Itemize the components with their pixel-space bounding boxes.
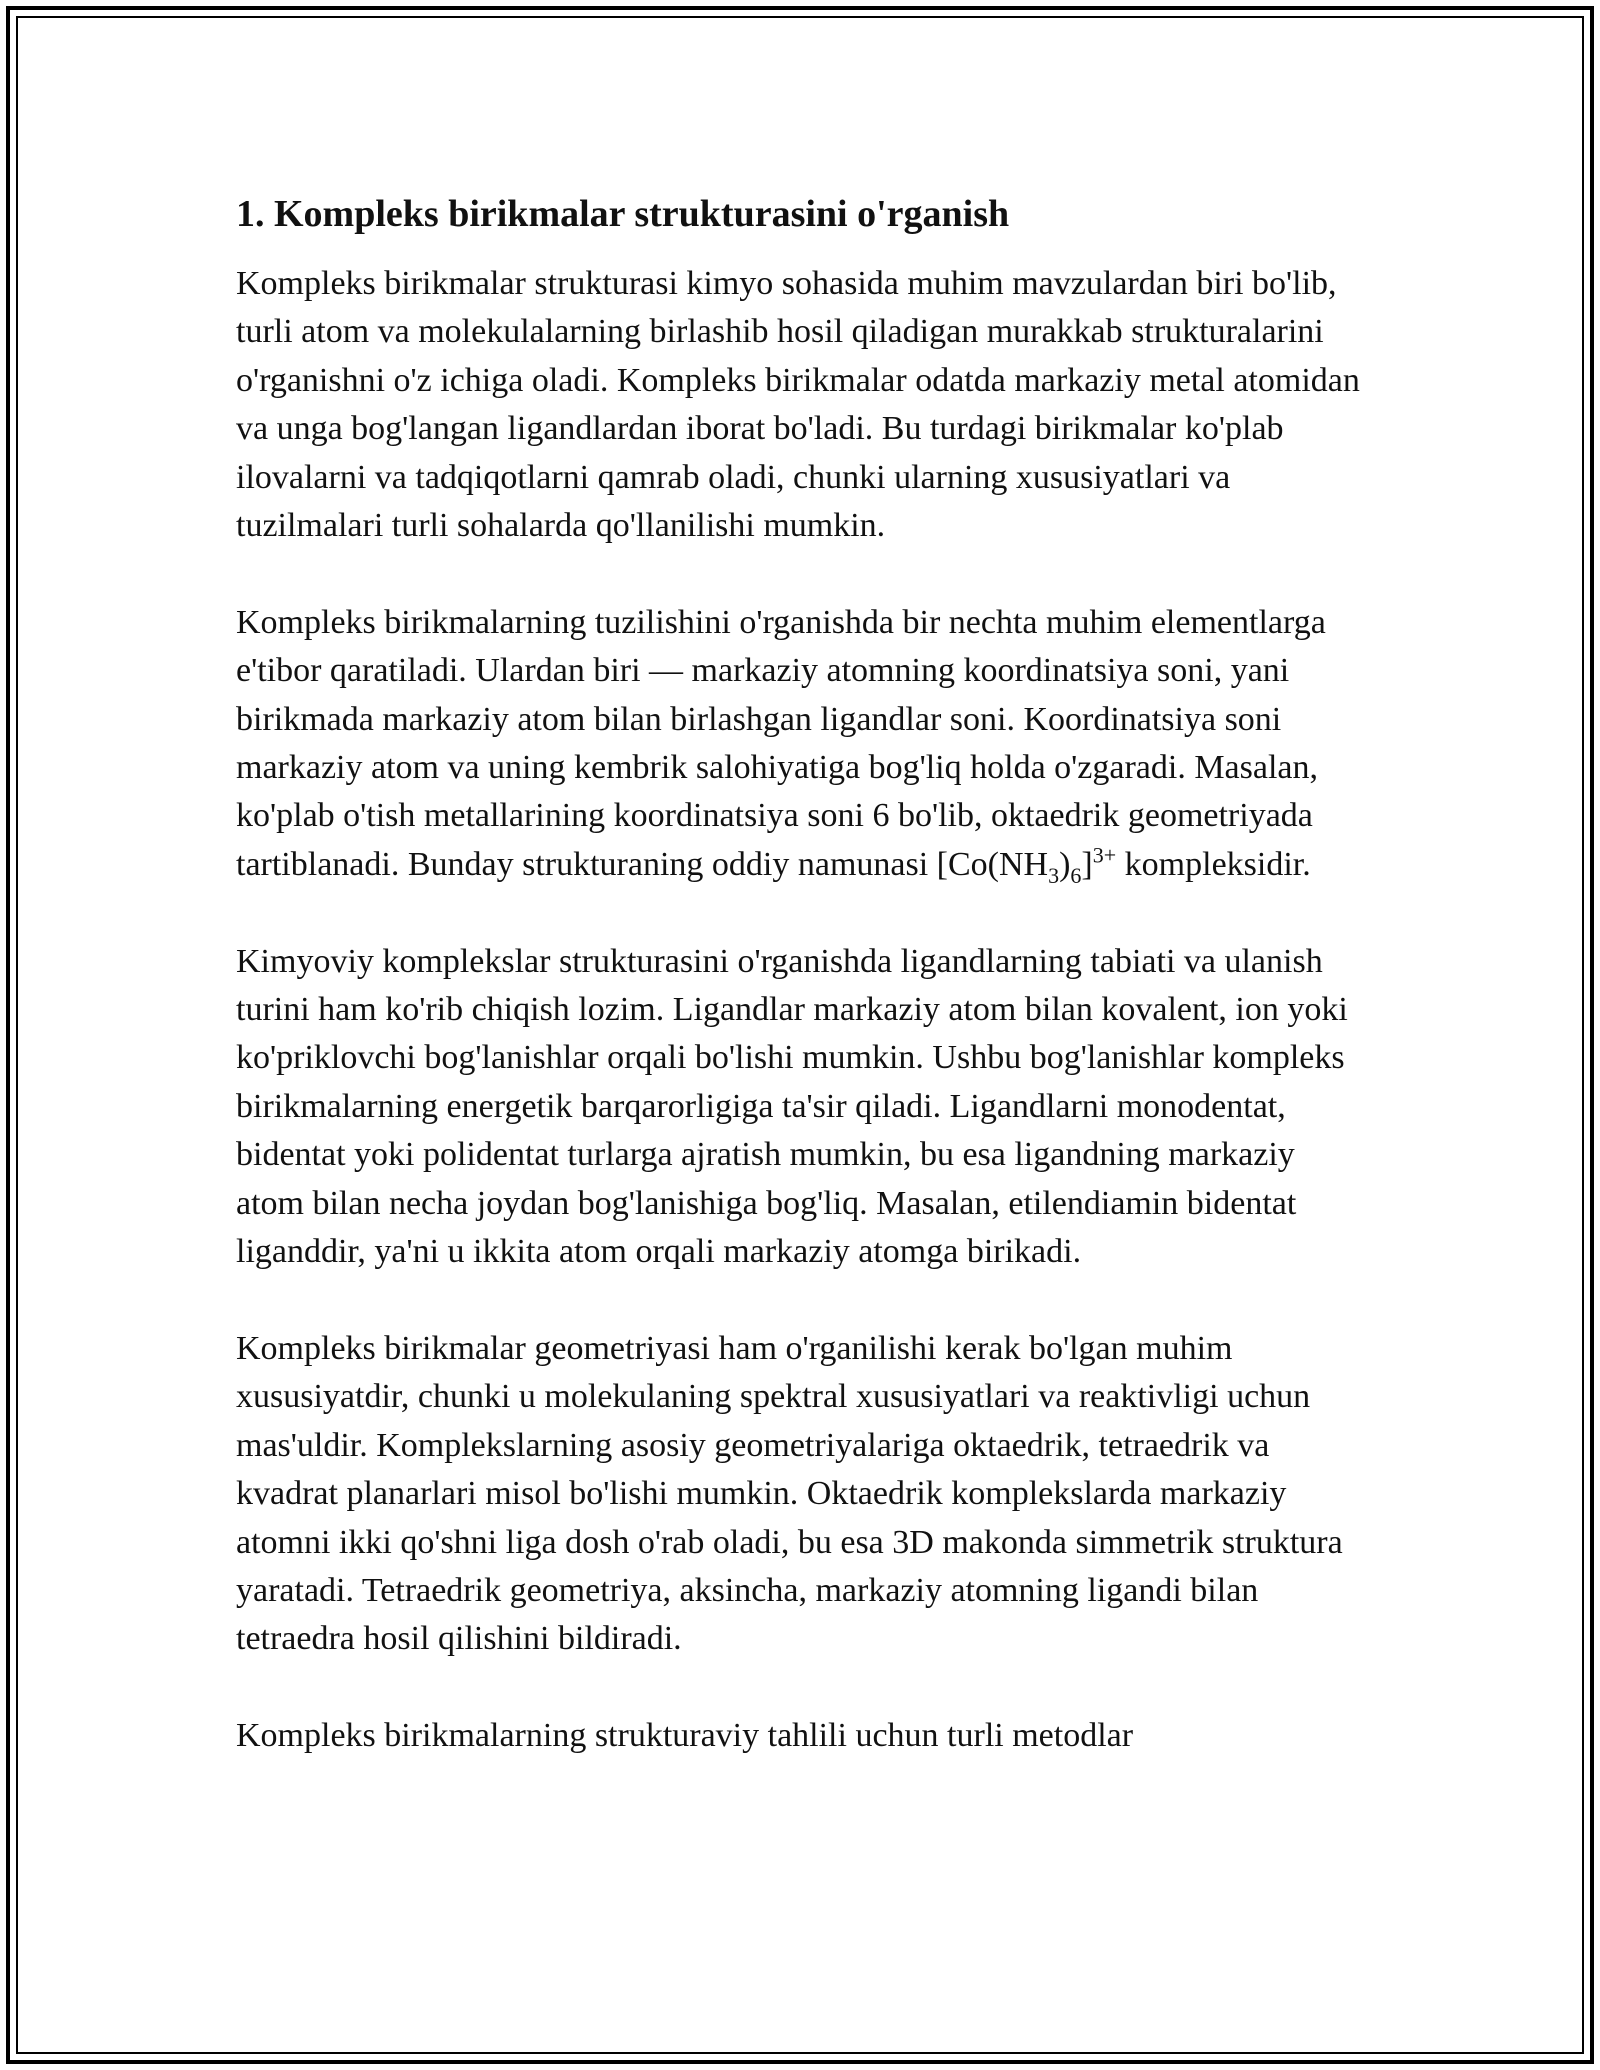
formula-subscript-6: 6	[1070, 862, 1082, 888]
paragraph-5: Kompleks birikmalarning strukturaviy tahlili uchun turli metodlar	[236, 1717, 1134, 1755]
complex-formula: $[Co(NH_3)_6]^{3+}$	[936, 842, 1117, 888]
paragraph-1: Kompleks birikmalar strukturasi kimyo sohasida muhim mavzulardan biri bo'lib, turli atom va molekulalarning birlashib hosil qiladigan murakkab strukturalarini o'rganishni o'z ichiga oladi. Kompleks birikmalar odatda markaziy metal atomidan va unga bog'langan ligandlardan iborat bo'ladi. Bu turdagi birikmalar ko'plab ilovalarni va tadqiqotlarni qamrab oladi, chunki ularning xususiyatlari va tuzilmalari turli sohalarda qo'llanilishi mumkin.	[236, 265, 1360, 545]
paragraph-2-tail: kompleksidir.	[1116, 845, 1311, 883]
paragraph-3: Kimyoviy komplekslar strukturasini o'rganishda ligandlarning tabiati va ulanish turini ham ko'rib chiqish lozim. Ligandlar markaziy atom bilan kovalent, ion yoki ko'priklovchi bog'lanishlar orqali bo'lishi mumkin. Ushbu bog'lanishlar kompleks birikmalarning energetik barqarorligiga ta'sir qiladi. Ligandlarni monodentat, bidentat yoki polidentat turlarga ajratish mumkin, bu esa ligandning markaziy atom bilan necha joydan bog'lanishiga bog'liq. Masalan, etilendiamin bidentat liganddir, ya'ni u ikkita atom orqali markaziy atomga birikadi.	[236, 942, 1348, 1271]
document-body	[236, 190, 1366, 1809]
paragraph-2-text: Kompleks birikmalarning tuzilishini o'rganishda bir nechta muhim elementlarga e'tibor qaratiladi. Ulardan biri — markaziy atomning koordinatsiya soni, yani birikmada markaziy atom bilan birlashgan ligandlar soni. Koordinatsiya soni markaziy atom va uning kembrik salohiyatiga bog'liq holda o'zgaradi. Masalan, ko'plab o'tish metallarining koordinatsiya soni 6 bo'lib, oktaedrik geometriyada tartiblanadi. Bunday strukturaning oddiy namunasi	[236, 603, 1326, 883]
formula-charge: 3+	[1092, 842, 1117, 868]
paragraph-2	[236, 599, 1366, 889]
formula-subscript-nh3: 3	[1048, 862, 1060, 888]
paragraph-4: Kompleks birikmalar geometriyasi ham o'rganilishi kerak bo'lgan muhim xususiyatdir, chunki u molekulaning spektral xususiyatlari va reaktivligi uchun mas'uldir. Komplekslarning asosiy geometriyalariga oktaedrik, tetraedrik va kvadrat planarlari misol bo'lishi mumkin. Oktaedrik komplekslarda markaziy atomni ikki qo'shni liga dosh o'rab oladi, bu esa 3D makonda simmetrik struktura yaratadi. Tetraedrik geometriya, aksincha, markaziy atomning ligandi bilan tetraedra hosil qilishini bildiradi.	[236, 1329, 1343, 1658]
section-heading: 1. Kompleks birikmalar strukturasini o'rganish	[236, 193, 1010, 235]
